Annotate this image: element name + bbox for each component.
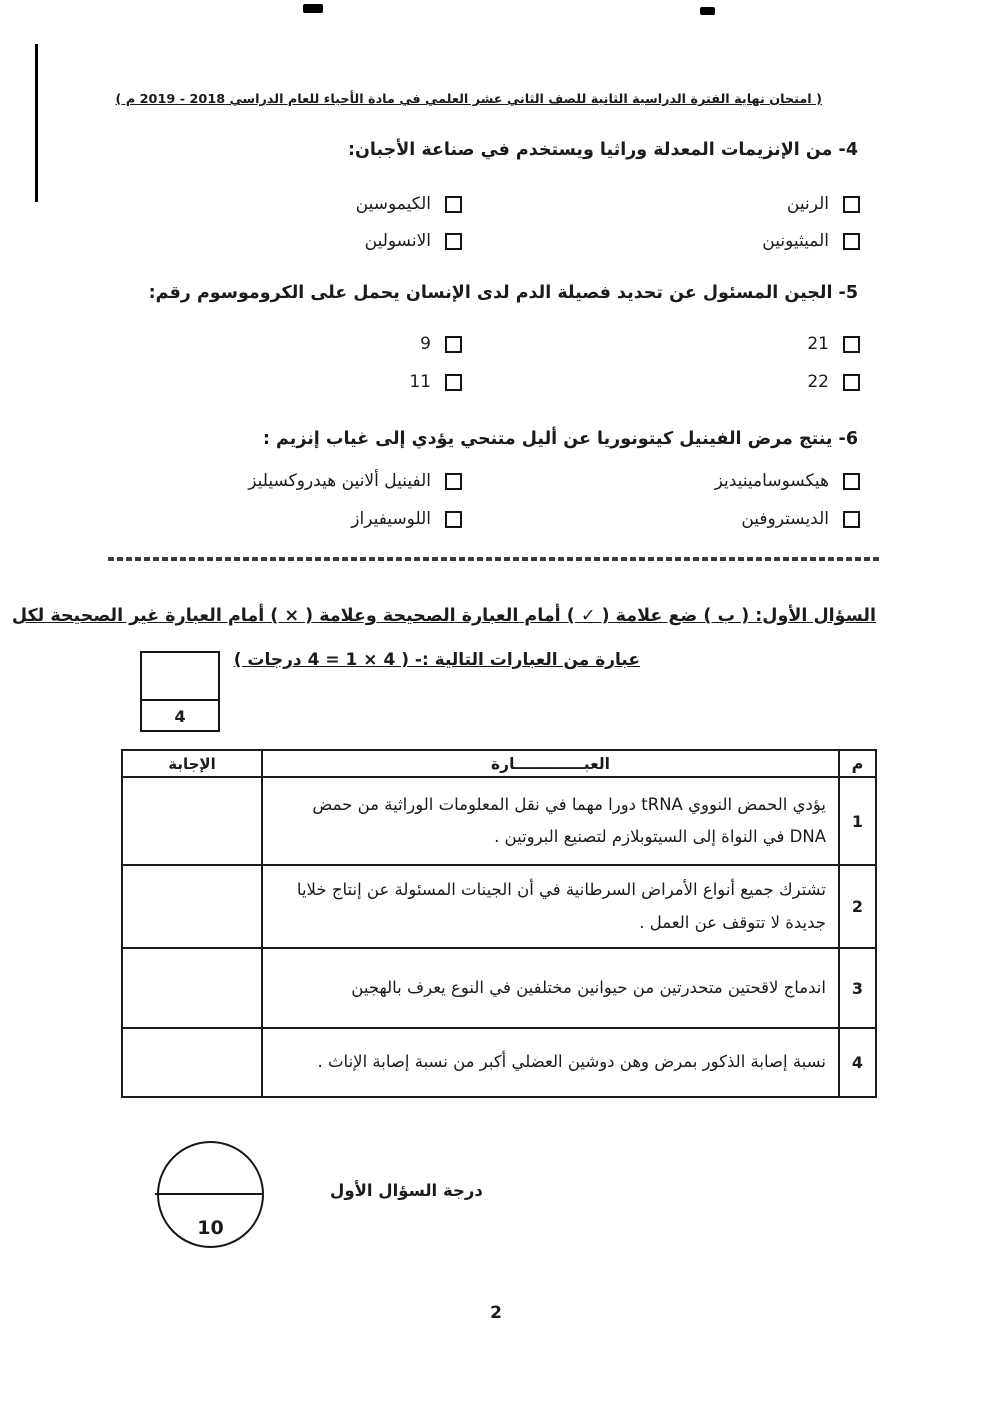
q4-option-2-checkbox[interactable]	[445, 196, 462, 213]
table-row-2	[122, 865, 876, 948]
q4-option-3	[462, 231, 860, 251]
row-1-statement: يؤدي الحمض النووي tRNA دورا مهما في نقل المعلومات الوراثية من حمض DNA في النواة إلى السيتوبلازم لتصنيع البروتين .	[262, 777, 839, 865]
row-2-statement: تشترك جميع أنواع الأمراض السرطانية في أن الجينات المسئولة عن إنتاج خلايا جديدة لا تتوقف عن العمل .	[262, 865, 839, 948]
row-1-number: 1	[839, 777, 876, 865]
q5-option-3	[462, 372, 860, 392]
question-6-options-row-2	[60, 509, 860, 529]
q5-option-1-label: 21	[807, 334, 829, 354]
q6-option-2-checkbox[interactable]	[445, 473, 462, 490]
section-b-heading-line-1: السؤال الأول: ( ب ) ضع علامة ( ✓ ) أمام العبارة الصحيحة وعلامة ( × ) أمام العبارة غير الصحيحة لكل	[11, 606, 876, 626]
dashed-separator	[108, 557, 880, 561]
score-circle	[157, 1141, 264, 1248]
q4-option-2	[356, 194, 462, 214]
q5-option-4	[409, 372, 462, 392]
scan-artifact-left-line	[35, 44, 38, 202]
score-box	[140, 651, 220, 732]
table-row-1	[122, 777, 876, 865]
row-3-answer-cell[interactable]	[122, 948, 262, 1028]
row-4-statement: نسبة إصابة الذكور بمرض وهن دوشين العضلي أكبر من نسبة إصابة الإناث .	[262, 1028, 839, 1097]
scan-artifact-top-mark-1	[303, 4, 323, 13]
q5-option-1-checkbox[interactable]	[843, 336, 860, 353]
table-row-4	[122, 1028, 876, 1097]
question-4-stem: 4- من الإنزيمات المعدلة وراثيا ويستخدم في صناعة الأجبان:	[347, 140, 858, 160]
q5-option-2-label: 9	[420, 334, 431, 354]
q6-option-4-label: اللوسيفيراز	[351, 509, 431, 529]
q6-option-4-checkbox[interactable]	[445, 511, 462, 528]
q4-option-3-label: الميثيونين	[762, 231, 829, 251]
q4-option-1-label: الرنين	[786, 194, 829, 214]
q6-option-2-label: الفينيل ألانين هيدروكسيليز	[248, 471, 431, 491]
question-5-options-row-2	[60, 372, 860, 392]
q5-option-3-label: 22	[807, 372, 829, 392]
question-4-options-row-1	[60, 194, 860, 214]
q6-option-1	[462, 471, 860, 491]
q5-option-4-checkbox[interactable]	[445, 374, 462, 391]
score-circle-divider	[155, 1193, 262, 1195]
score-box-empty-cell	[142, 653, 218, 701]
q6-option-1-label: هيكسوسامينيديز	[714, 471, 829, 491]
question-5-stem: 5- الجين المسئول عن تحديد فصيلة الدم لدى الإنسان يحمل على الكروموسوم رقم:	[148, 283, 858, 303]
q4-option-2-label: الكيموسين	[355, 194, 431, 214]
q4-option-1	[462, 194, 860, 214]
table-header-number: م	[839, 750, 876, 777]
row-2-answer-cell[interactable]	[122, 865, 262, 948]
q4-option-4	[365, 231, 462, 251]
question-4-options-row-2	[60, 231, 860, 251]
q4-option-1-checkbox[interactable]	[843, 196, 860, 213]
score-box-value: 4	[174, 707, 186, 727]
table-row-3	[122, 948, 876, 1028]
scan-artifact-top-mark-2	[700, 7, 715, 15]
q5-option-3-checkbox[interactable]	[843, 374, 860, 391]
table-header-answer: الإجابة	[122, 750, 262, 777]
q6-option-3-checkbox[interactable]	[843, 511, 860, 528]
exam-title: ( امتحان نهاية الفترة الدراسية الثانية للصف الثاني عشر العلمي في مادة الأحياء للعام الدراسي 2018 - 2019 م )	[115, 92, 822, 107]
row-3-number: 3	[839, 948, 876, 1028]
row-1-answer-cell[interactable]	[122, 777, 262, 865]
row-3-statement: اندماج لاقحتين متحدرتين من حيوانين مختلفين في النوع يعرف بالهجين	[262, 948, 839, 1028]
q6-option-4	[351, 509, 462, 529]
q5-option-1	[462, 334, 860, 354]
table-header-statement: العبـــــــــــــارة	[262, 750, 839, 777]
score-circle-label: درجة السؤال الأول	[330, 1181, 483, 1200]
row-2-number: 2	[839, 865, 876, 948]
q6-option-3	[462, 509, 860, 529]
q6-option-3-label: الديستروفين	[741, 509, 829, 529]
q5-option-4-label: 11	[409, 372, 431, 392]
row-4-number: 4	[839, 1028, 876, 1097]
row-4-answer-cell[interactable]	[122, 1028, 262, 1097]
table-header-row	[122, 750, 876, 777]
q6-option-2	[248, 471, 462, 491]
q5-option-2-checkbox[interactable]	[445, 336, 462, 353]
section-b-heading-line-2: عبارة من العبارات التالية :- ( 4 × 1 = 4 درجات )	[233, 650, 640, 670]
page-number: 2	[490, 1303, 502, 1323]
q4-option-4-checkbox[interactable]	[445, 233, 462, 250]
q4-option-4-label: الانسولين	[364, 231, 431, 251]
q5-option-2	[420, 334, 462, 354]
score-circle-value: 10	[197, 1217, 224, 1239]
q4-option-3-checkbox[interactable]	[843, 233, 860, 250]
q6-option-1-checkbox[interactable]	[843, 473, 860, 490]
statements-table	[121, 749, 877, 1098]
question-6-options-row-1	[60, 471, 860, 491]
question-6-stem: 6- ينتج مرض الفينيل كيتونوريا عن أليل متنحي يؤدي إلى غياب إنزيم :	[262, 429, 858, 449]
question-5-options-row-1	[60, 334, 860, 354]
